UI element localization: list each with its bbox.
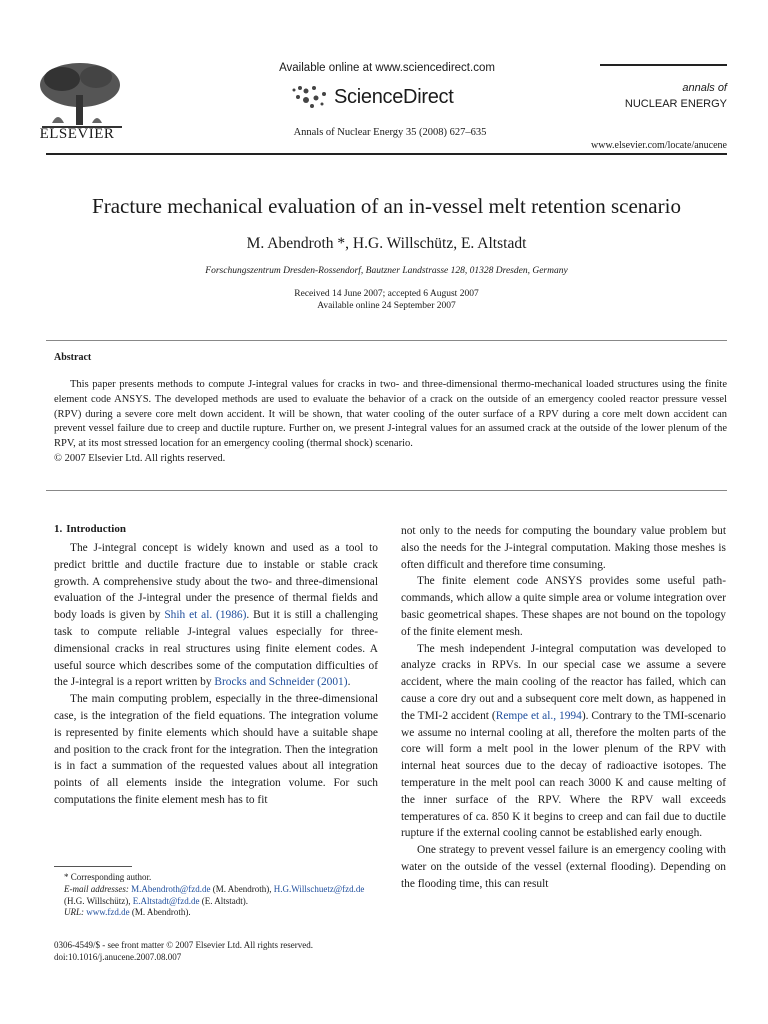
- right-paragraph-2: The finite element code ANSYS provides some useful path-commands, which allow a quite simple area or volume integration over basic geometrical shapes. These shapes are not bound on the topology of the finite element mesh.: [401, 575, 726, 638]
- email-link-altstadt[interactable]: E.Altstadt@fzd.de: [132, 895, 200, 906]
- email2-owner: (H.G. Willschütz),: [64, 895, 133, 906]
- url-line: [54, 907, 378, 919]
- article-dates: [46, 288, 727, 312]
- article-authors: M. Abendroth *, H.G. Willschütz, E. Altstadt: [246, 235, 527, 252]
- intro-p1-text-b: . But it is still a challenging task to compute reliable J-integral values especially for three-dimensional cracks in real structures using finite element codes. A useful source which describes some of the computation difficulties of the J-integral is a report written by: [54, 609, 378, 689]
- left-column: [54, 540, 378, 809]
- right-p3-text-b: ). Contrary to the TMI-scenario we assume no internal cooling at all, therefore the molten parts of the core will form a melt pool in the lower plenum of the RPV with internal heat sources due to the decay of radioactive isotopes. The temperature in the melt pool can reach 3000 K and cause melting of the inner surface of the RPV. Where the RPV wall exceeds temperatures of ca. 850 K it begins to creep and can fail due to ductile rupture if the external cooling cannot be established early enough.: [401, 709, 726, 840]
- email1-owner: (M. Abendroth),: [210, 883, 274, 894]
- sciencedirect-wordmark: ScienceDirect: [334, 86, 454, 108]
- issn-line: 0306-4549/$ - see front matter © 2007 Elsevier Ltd. All rights reserved.: [54, 940, 314, 950]
- abstract-heading: Abstract: [54, 352, 92, 363]
- citation-link-shih[interactable]: Shih et al. (1986): [164, 609, 247, 622]
- right-paragraph-1: not only to the needs for computing the boundary value problem but also the needs for the J-integral computation. Making those meshes is often difficult and therefore time consuming.: [401, 525, 726, 571]
- url-label: URL:: [64, 907, 87, 918]
- right-paragraph-4: One strategy to prevent vessel failure is an emergency cooling with water on the outside of the vessel (external flooding). Depending on the flooding time, this can result: [401, 844, 726, 890]
- intro-p1-text-a: The J-integral concept is widely known and used as a tool to predict brittle and ductile fracture due to instable or stable crack growth. A comprehensive study about the two- and three-dimensional evaluation of the J-integral under the presence of thermal fields and body loads is given by: [54, 542, 378, 622]
- abstract-bottom-rule: [46, 490, 727, 491]
- email-link-willschuetz[interactable]: H.G.Willschuetz@fzd.de: [273, 883, 365, 894]
- intro-paragraph-1: [54, 540, 378, 691]
- section-title: Introduction: [66, 523, 126, 535]
- url-owner: (M. Abendroth).: [129, 907, 191, 918]
- elsevier-wordmark: ELSEVIER: [39, 126, 115, 142]
- available-date: Available online 24 September 2007: [317, 301, 456, 311]
- right-paragraph-3: [401, 641, 726, 843]
- right-column: [401, 523, 726, 893]
- received-date: Received 14 June 2007; accepted 6 August 2007: [294, 289, 479, 299]
- section-number: 1.: [54, 523, 63, 535]
- footnote-rule: [54, 866, 132, 867]
- journal-url[interactable]: www.elsevier.com/locate/anucene: [591, 140, 727, 151]
- email-link-abendroth[interactable]: M.Abendroth@fzd.de: [131, 883, 211, 894]
- journal-brand-line2: NUCLEAR ENERGY: [624, 98, 727, 110]
- citation-link-rempe[interactable]: Rempe et al., 1994: [495, 709, 582, 722]
- abstract-top-rule: [46, 340, 727, 341]
- header-divider: [46, 153, 727, 155]
- corresponding-author: * Corresponding author.: [64, 872, 152, 882]
- email3-owner: (E. Altstadt).: [199, 895, 248, 906]
- available-online-text[interactable]: Available online at www.sciencedirect.com: [279, 62, 495, 74]
- abstract-copyright: © 2007 Elsevier Ltd. All rights reserved.: [54, 452, 226, 464]
- doi-line: doi:10.1016/j.anucene.2007.08.007: [54, 951, 182, 962]
- front-matter: [54, 940, 394, 964]
- journal-citation: Annals of Nuclear Energy 35 (2008) 627–635: [293, 127, 487, 138]
- journal-brand-line1: annals of: [682, 82, 727, 94]
- email-addresses: [54, 884, 378, 908]
- abstract-body: [54, 378, 727, 467]
- section-heading: [54, 523, 130, 535]
- email-label: E-mail addresses:: [64, 883, 132, 894]
- author-affiliation: Forschungszentrum Dresden-Rossendorf, Bautzner Landstrasse 128, 01328 Dresden, Germany: [205, 266, 568, 276]
- intro-p1-text-c: .: [347, 676, 351, 689]
- article-title: Fracture mechanical evaluation of an in-vessel melt retention scenario: [92, 194, 681, 218]
- abstract-text: This paper presents methods to compute J-integral values for cracks in two- and three-dimensional thermo-mechanical loaded structures using the finite element code ANSYS. The developed methods are used to evaluate the behavior of a crack on the outside of an emergency cooled reactor pressure vessel (RPV) during a severe core melt down accident. It will be shown, that water cooling of the outer surface of a RPV during a core melt down accident can prevent vessel failure due to creep and ductile rupture. Further on, we present J-integral values for an assumed crack at the outside of the lower plenum of the RPV, at its most stressed location for an emergency cooling (thermal shock) scenario.: [54, 379, 727, 450]
- citation-link-brocks[interactable]: Brocks and Schneider (2001): [214, 676, 348, 689]
- footnote: [54, 872, 378, 919]
- url-link[interactable]: www.fzd.de: [86, 907, 130, 918]
- journal-brand-rule: [600, 64, 727, 66]
- intro-paragraph-2: The main computing problem, especially in the three-dimensional case, is the integration of the field equations. The integration volume is represented by finite elements which should have a suitable shape and position to the crack front for the integration. Then the integration is in fact a summation of the requested values about all integration points of all elements inside the integration volume. For such computations the finite element mesh has to fit: [54, 693, 378, 806]
- right-p3-text-a: The mesh independent J-integral computation was developed to analyze cracks in RPVs. In our special case we assume a severe accident, where the main cooling of the reactor has failed, which can cause a core dry out and a subsequent core melt down, as happened in the TMI-2 accident (: [401, 642, 726, 722]
